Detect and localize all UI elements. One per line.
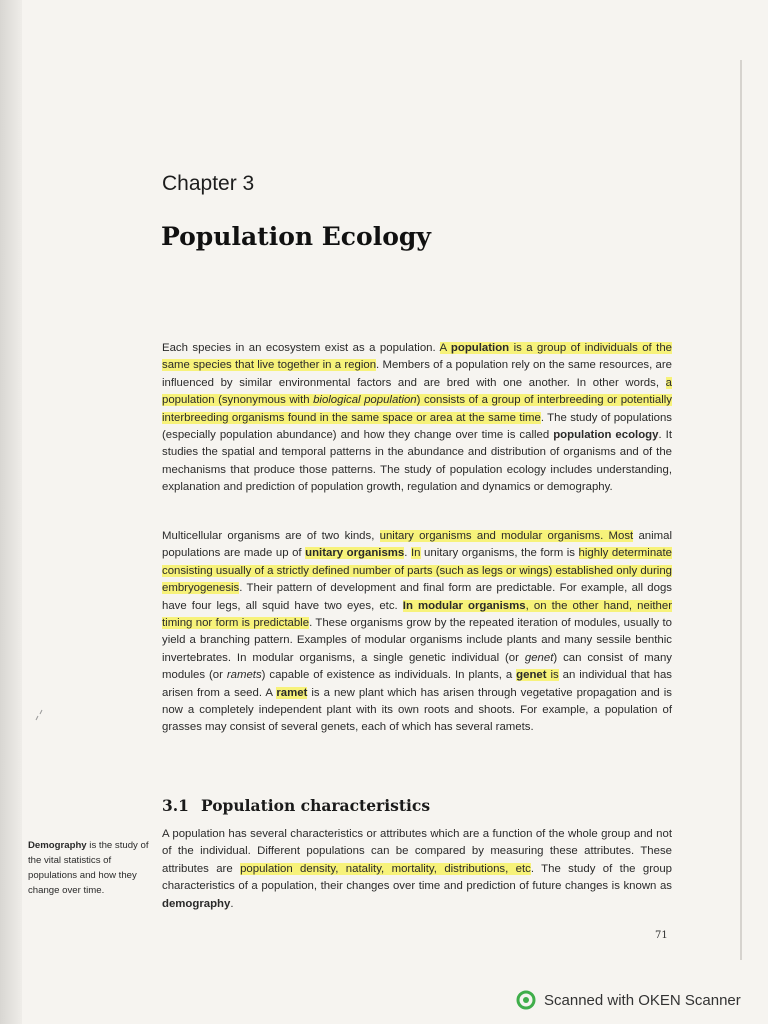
- text-span: A: [439, 342, 451, 354]
- italic-term: ramets: [226, 669, 262, 682]
- chapter-label: Chapter 3: [162, 172, 255, 195]
- text-span: A population has several characteristics or attributes which are a function of the whole group and not of the individual. Different populations can be compared by measuring these attributes. These attributes are: [162, 828, 672, 875]
- page-edge-line: [740, 60, 742, 960]
- text-span: . Their pattern of development and final form are predictable. For example, all dogs have four legs, all squid have two eyes, etc.: [162, 582, 672, 612]
- scanner-logo-icon: [516, 990, 536, 1010]
- page-spine-shadow: [0, 0, 22, 1024]
- scanner-watermark: [516, 990, 741, 1010]
- section-heading: [162, 796, 430, 815]
- pencil-mark: [34, 708, 44, 722]
- text-span: . It studies the spatial and temporal patterns in the abundance and distribution of organisms and of the mechanisms that produce those patterns. The study of population ecology includes understanding, explanation and prediction of population growth, regulation and dynamics or demography.: [162, 429, 672, 494]
- italic-term: genet: [524, 651, 554, 664]
- text-span: animal populations are made up of: [162, 530, 672, 560]
- text-span: . The study of populations (especially population abundance) and how they change over time is called: [162, 411, 672, 442]
- text-span: . These organisms grow by the repeated iteration of modules, usually to yield a branching pattern. Examples of modular organisms include plants and many sessile benthic invertebrates. In modular organisms, a single genetic individual (or: [162, 617, 672, 664]
- margin-note-term: Demography: [28, 840, 87, 851]
- highlighted-text: , on the other hand, neither timing nor form is predictable: [162, 599, 672, 630]
- highlighted-text: is: [546, 669, 559, 682]
- scanner-text: Scanned with OKEN Scanner: [544, 991, 741, 1009]
- text-span: Multicellular organisms are of two kinds,: [162, 530, 380, 542]
- bold-term: population: [450, 342, 510, 354]
- paragraph-intro: [162, 340, 672, 497]
- text-span: is a group of individuals of the same species that live together in a region: [162, 342, 672, 372]
- chapter-title: Population Ecology: [161, 222, 431, 251]
- bold-term: unitary organisms: [305, 547, 405, 560]
- bold-term: ramet: [276, 686, 308, 699]
- paragraph-characteristics: [162, 826, 672, 913]
- text-span: a new plant which has arisen through vegetative propagation and is now a completely independent plant with its own roots and shoots. For example, a population of grasses may consist of several genets, each of which has several ramets.: [162, 686, 672, 734]
- text-span: .: [404, 547, 411, 560]
- bold-term: population ecology: [553, 429, 659, 442]
- text-span: an individual that has arisen from a seed. A: [162, 669, 672, 699]
- highlighted-text: unitary organisms and modular organisms. Most: [379, 530, 634, 542]
- highlighted-text: In: [411, 547, 421, 560]
- paragraph-organisms: [162, 528, 672, 737]
- bold-term: In modular organisms: [402, 599, 526, 612]
- text-span: . Members of a population rely on the same resources, are influenced by similar environmental factors and are bred with one another. In other words,: [162, 359, 672, 389]
- text-span: a population (synonymous with: [162, 376, 672, 407]
- text-span: .: [230, 897, 234, 910]
- text-span: unitary organisms, the form is: [420, 547, 579, 560]
- margin-note: [28, 838, 153, 898]
- text-span: Each species in an ecosystem exist as a population.: [162, 342, 440, 354]
- highlighted-text: population density, natality, mortality, distributions, etc: [240, 862, 531, 875]
- margin-note-text: is the study of the vital statistics of populations and how they change over time.: [28, 840, 149, 896]
- section-number: 3.1: [162, 796, 189, 815]
- text-span: ) consists of a group of interbreeding or potentially interbreeding organisms found in the same space or area at the same time: [162, 394, 672, 424]
- bold-term: demography: [162, 897, 231, 910]
- section-title: Population characteristics: [200, 796, 431, 815]
- text-span: . The study of the group characteristics of a population, their changes over time and prediction of future changes is known as: [162, 862, 672, 893]
- text-span: is: [307, 686, 320, 699]
- text-span: ) can consist of many modules (or: [162, 651, 673, 682]
- bold-term: genet: [516, 669, 547, 682]
- page-number: 71: [655, 930, 668, 941]
- highlighted-text: highly determinate consisting usually of a strictly defined number of parts (such as legs or wings) established only during embryogenesis: [162, 547, 672, 595]
- text-span: ) capable of existence as individuals. In plants, a: [261, 669, 517, 682]
- italic-term: biological population: [313, 394, 417, 407]
